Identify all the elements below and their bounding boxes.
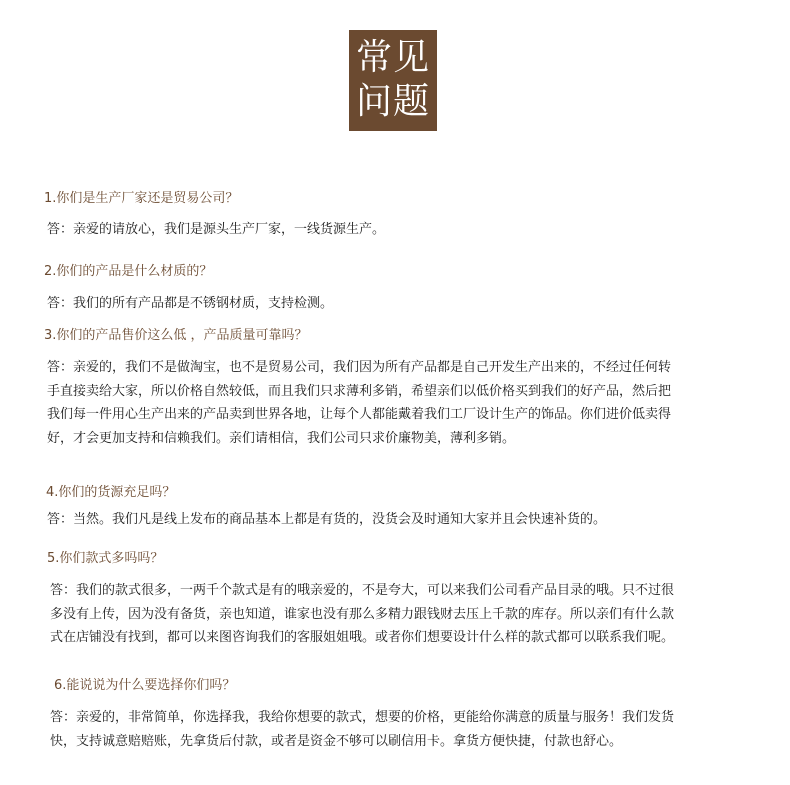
faq-question-1: 1.你们是生产厂家还是贸易公司？: [44, 191, 239, 206]
faq-answer-3: 答：亲爱的，我们不是做淘宝，也不是贸易公司，我们因为所有产品都是自己开发生产出来的，不经过任何转手直接卖给大家，所以价格自然较低，而且我们只求薄利多销，希望亲们以低价格买到我们的好产品，然后把我们每一件用心生产出来的产品卖到世界各地，让每个人都能戴着我们工厂设计生产的饰品。你们进价低卖得好，才会更加支持和信赖我们。亲们请相信，我们公司只求价廉物美，薄利多销。: [47, 360, 672, 446]
faq-title-box: [349, 30, 437, 131]
faq-answer-5: 答：我们的款式很多，一两千个款式是有的哦亲爱的，不是夸大，可以来我们公司看产品目录的哦。只不过很多没有上传，因为没有备货，亲也知道，谁家也没有那么多精力跟钱财去压上千款的库存。所以亲们有什么款式在店铺没有找到，都可以来图咨询我们的客服姐姐哦。或者你们想要设计什么样的款式都可以联系我们呢。: [50, 583, 675, 645]
faq-question-2: 2.你们的产品是什么材质的？: [44, 264, 213, 279]
faq-answer-4: 答：当然。我们凡是线上发布的商品基本上都是有货的，没货会及时通知大家并且会快速补货的。: [47, 512, 607, 527]
faq-question-5: 5.你们款式多吗吗？: [47, 551, 164, 566]
faq-question-6: 6.能说说为什么要选择你们吗？: [54, 678, 236, 693]
faq-title-line-2: 问题: [355, 81, 430, 122]
faq-answer-2: 答：我们的所有产品都是不锈钢材质，支持检测。: [47, 296, 334, 311]
faq-question-3: 3.你们的产品售价这么低 ，产品质量可靠吗？: [44, 328, 308, 343]
faq-title-line-1: 常见: [355, 37, 430, 78]
faq-answer-6: 答：亲爱的，非常简单，你选择我，我给你想要的款式，想要的价格，更能给你满意的质量与服务！我们发货快，支持诚意赔赔账，先拿货后付款，或者是资金不够可以刷信用卡。拿货方便快捷，付款也舒心。: [50, 710, 675, 749]
faq-answer-1: 答：亲爱的请放心，我们是源头生产厂家，一线货源生产。: [47, 222, 386, 237]
faq-question-4: 4.你们的货源充足吗？: [46, 485, 176, 500]
